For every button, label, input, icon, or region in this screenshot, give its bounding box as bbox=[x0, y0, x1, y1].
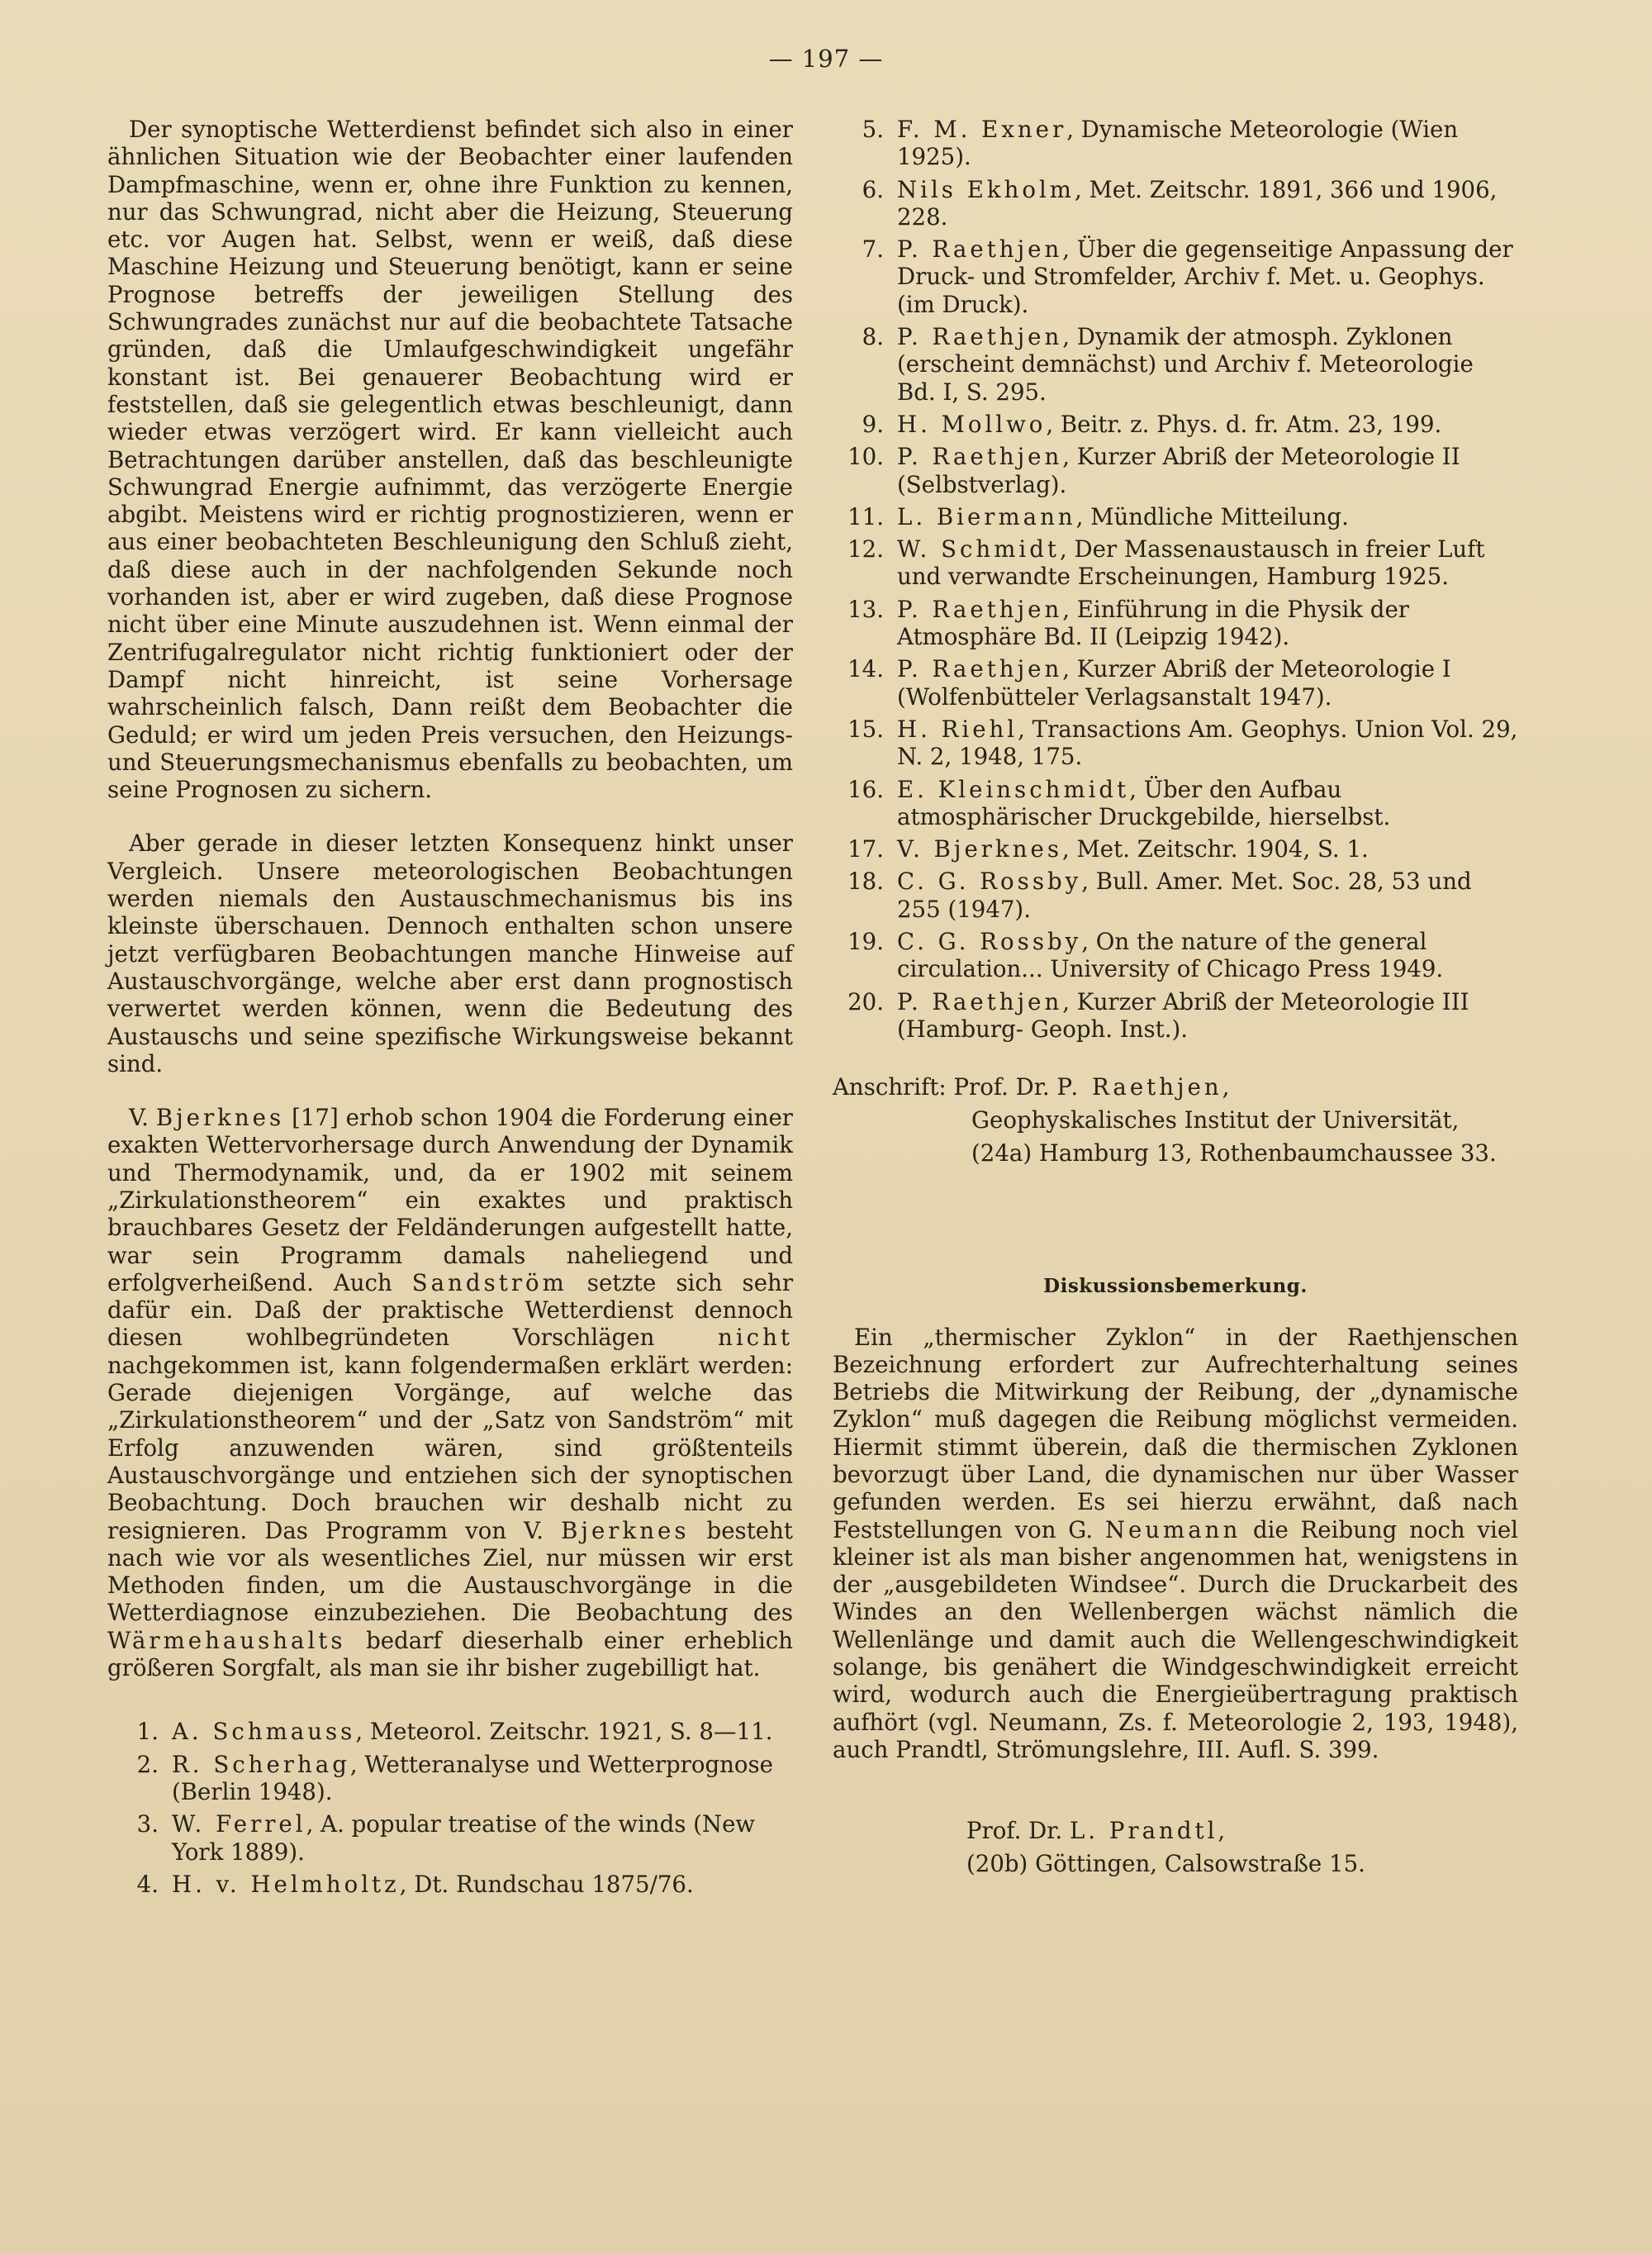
reference-item bbox=[833, 716, 1518, 771]
reference-number: 16. bbox=[847, 775, 884, 803]
reference-author: A. Schmauss bbox=[172, 1718, 356, 1746]
reference-author: P. Raethjen bbox=[897, 655, 1063, 683]
reference-number: 15. bbox=[847, 715, 884, 743]
reference-number: 5. bbox=[862, 116, 884, 143]
reference-rest: , Transactions Am. Geophys. Union Vol. 29, N. 2, 1948, 175. bbox=[897, 715, 1518, 771]
reference-rest: , Bull. Amer. Met. Soc. 28, 53 und 255 (1947). bbox=[897, 868, 1472, 923]
reference-number: 4. bbox=[136, 1870, 159, 1898]
reference-author: P. Raethjen bbox=[897, 323, 1063, 351]
left-column bbox=[107, 116, 793, 1903]
reference-text bbox=[897, 868, 1518, 923]
signature-suffix: , bbox=[1218, 1817, 1226, 1845]
reference-number: 20. bbox=[847, 987, 884, 1015]
reference-author: E. Kleinschmidt bbox=[897, 775, 1130, 803]
reference-text bbox=[897, 835, 1518, 863]
reference-author: F. M. Exner bbox=[897, 116, 1067, 143]
reference-item bbox=[107, 1871, 793, 1898]
reference-number: 6. bbox=[862, 175, 884, 203]
signature-line-2: (20b) Göttingen, Calsowstraße 15. bbox=[966, 1850, 1365, 1878]
reference-number: 14. bbox=[847, 655, 884, 683]
reference-text bbox=[172, 1718, 793, 1745]
reference-list-left bbox=[107, 1718, 793, 1898]
reference-text bbox=[897, 323, 1518, 406]
reference-author: L. Biermann bbox=[897, 502, 1076, 530]
reference-item bbox=[833, 928, 1518, 983]
reference-author: W. Schmidt bbox=[897, 535, 1060, 564]
reference-author: C. G. Rossby bbox=[897, 868, 1082, 896]
reference-number: 2. bbox=[136, 1750, 159, 1778]
reference-rest: , Der Massenaustausch in freier Luft und verwandte Erscheinungen, Hamburg 1925. bbox=[897, 535, 1485, 591]
reference-author: P. Raethjen bbox=[897, 235, 1063, 264]
reference-item bbox=[833, 503, 1518, 530]
address-suffix: , bbox=[1222, 1073, 1230, 1101]
emphasis: nicht bbox=[718, 1324, 793, 1352]
text-run: V. bbox=[129, 1104, 156, 1132]
reference-rest: , Kurzer Abriß der Meteorologie I (Wolfenbütteler Verlagsanstalt 1947). bbox=[897, 655, 1451, 711]
reference-item bbox=[833, 835, 1518, 863]
reference-number: 17. bbox=[847, 835, 884, 863]
reference-item bbox=[107, 1751, 793, 1806]
reference-text bbox=[897, 596, 1518, 651]
reference-text bbox=[172, 1871, 793, 1898]
signature-name: L. Prandtl bbox=[1069, 1817, 1218, 1845]
text-run: [17] erhob schon 1904 die Forderung einer exakten Wettervorhersage durch Anwendung der Dynamik und Thermodynamik, und, da er 1902 mit seinem „Zirkulationstheorem“ ein exaktes und praktisch brauchbares Gesetz der Feldänderungen aufgestellt hatte, war sein Programm damals naheliegend und erfolgverheißend. Auch bbox=[107, 1104, 793, 1296]
reference-item bbox=[833, 176, 1518, 231]
reference-number: 18. bbox=[847, 868, 884, 896]
reference-text bbox=[897, 176, 1518, 231]
paragraph-2: Aber gerade in dieser letzten Konsequenz hinkt unser Vergleich. Unsere meteorologischen Beobachtungen werden niemals den Austauschmechanismus bis ins kleinste überschauen. Dennoch enthalten schon unsere jetzt verfügbaren Beobachtungen manche Hinweise auf Austauschvorgänge, welche aber erst dann prognostisch verwertet werden können, wenn die Bedeutung des Austauschs und seine spezifische Wirkungsweise bekannt sind. bbox=[107, 830, 793, 1077]
reference-author: P. Raethjen bbox=[897, 443, 1063, 471]
reference-item bbox=[833, 411, 1518, 438]
reference-rest: , On the nature of the general circulation... University of Chicago Press 1949. bbox=[897, 928, 1444, 983]
reference-text bbox=[897, 535, 1518, 591]
reference-item bbox=[107, 1810, 793, 1866]
reference-text bbox=[172, 1751, 793, 1806]
reference-rest: , Met. Zeitschr. 1904, S. 1. bbox=[1061, 835, 1369, 863]
reference-author: P. Raethjen bbox=[897, 595, 1063, 623]
reference-item bbox=[833, 868, 1518, 923]
reference-item bbox=[833, 116, 1518, 171]
reference-item bbox=[833, 596, 1518, 651]
reference-author: H. Mollwo bbox=[897, 410, 1047, 438]
author-address bbox=[833, 1071, 1518, 1170]
author-name: Bjerknes bbox=[561, 1516, 690, 1544]
paragraph-1: Der synoptische Wetterdienst befindet sich also in einer ähnlichen Situation wie der Beobachter einer laufenden Dampfmaschine, wenn er, ohne ihre Funktion zu kennen, nur das Schwungrad, nicht aber die Heizung, Steuerung etc. vor Augen hat. Selbst, wenn er weiß, daß diese Maschine Heizung und Steuerung benötigt, kann er seine Prognose betreffs der jeweiligen Stellung des Schwungrades zunächst nur auf die beobachtete Tatsache gründen, daß die Umlaufgeschwindigkeit ungefähr konstant ist. Bei genauerer Beobachtung wird er feststellen, daß sie gelegentlich etwas beschleunigt, dann wieder etwas verzögert wird. Er kann vielleicht auch Betrachtungen darüber anstellen, daß das beschleunigte Schwungrad Energie aufnimmt, das verzögerte Energie abgibt. Meistens wird er richtig prognostizieren, wenn er aus einer beobachteten Beschleunigung den Schluß zieht, daß diese auch in der nachfolgenden Sekunde noch vorhanden ist, aber er wird zugeben, daß diese Prognose nicht über eine Minute auszudehnen ist. Wenn einmal der Zentrifugalregulator nicht richtig funktioniert oder der Dampf nicht hinreicht, ist seine Vorhersage wahrscheinlich falsch, Dann reißt dem Beobachter die Geduld; er wird um jeden Preis versuchen, den Heizungs- und Steuerungsmechanismus ebenfalls zu beobachten, um seine Prognosen zu sichern. bbox=[107, 116, 793, 804]
reference-number: 1. bbox=[136, 1718, 159, 1746]
author-name: Sandström bbox=[411, 1268, 567, 1296]
reference-text bbox=[897, 716, 1518, 771]
reference-text bbox=[897, 116, 1518, 171]
reference-item bbox=[833, 235, 1518, 318]
reference-rest: , Über den Aufbau atmosphärischer Druckgebilde, hierselbst. bbox=[897, 775, 1391, 830]
reference-number: 10. bbox=[847, 443, 884, 471]
reference-item bbox=[107, 1718, 793, 1745]
reference-number: 8. bbox=[862, 323, 884, 351]
right-column bbox=[833, 116, 1518, 1881]
reference-rest: , Kurzer Abriß der Meteorologie II (Selbstverlag). bbox=[897, 443, 1460, 498]
reference-text bbox=[897, 503, 1518, 530]
reference-text bbox=[897, 411, 1518, 438]
text-run: die Reibung noch viel kleiner ist als man bisher angenommen hat, wenigstens in der „ausgebildeten Windsee“. Durch die Druckarbeit des Windes an den Wellenbergen wächst nämlich die Wellenlänge und damit auch die Wellengeschwindigkeit solange, bis genähert die Windgeschwindigkeit erreicht wird, wodurch auch die Energieübertragung praktisch aufhört (vgl. Neumann, Zs. f. Meteorologie 2, 193, 1948), auch Prandtl, Strömungslehre, III. Aufl. S. 399. bbox=[833, 1515, 1519, 1763]
reference-rest: , Meteorol. Zeitschr. 1921, S. 8—11. bbox=[355, 1718, 773, 1746]
text-run: Ein „thermischer Zyklon“ in der Raethjenschen Bezeichnung erfordert zur Aufrechterhaltung seines Betriebs die Mitwirkung der Reibung, der „dynamische Zyklon“ muß dagegen die Reibung möglichst vermeiden. Hiermit stimmt überein, daß die thermischen Zyklonen bevorzugt über Land, die dynamischen nur über Wasser gefunden werden. Es sei hierzu erwähnt, daß nach Feststellungen von G. bbox=[833, 1323, 1518, 1543]
reference-rest: , Einführung in die Physik der Atmosphäre Bd. II (Leipzig 1942). bbox=[897, 595, 1409, 651]
reference-author: V. Bjerknes bbox=[897, 835, 1062, 863]
address-name: P. Raethjen bbox=[1056, 1073, 1222, 1101]
reference-author: C. G. Rossby bbox=[897, 928, 1082, 956]
reference-rest: , Dt. Rundschau 1875/76. bbox=[399, 1870, 694, 1898]
reference-text bbox=[897, 776, 1518, 831]
reference-rest: , Beitr. z. Phys. d. fr. Atm. 23, 199. bbox=[1046, 410, 1442, 438]
text-run: besteht nach wie vor als wesentliches Ziel, nur müssen wir erst Methoden finden, um die Austauschvorgänge in die Wetterdiagnose einzubeziehen. Die Beobachtung des bbox=[107, 1516, 793, 1627]
reference-item bbox=[833, 443, 1518, 498]
reference-number: 7. bbox=[862, 235, 884, 264]
reference-item bbox=[833, 988, 1518, 1044]
reference-rest: , Kurzer Abriß der Meteorologie III (Hamburg- Geoph. Inst.). bbox=[897, 987, 1469, 1043]
reference-item bbox=[833, 323, 1518, 406]
reference-author: H. Riehl bbox=[897, 715, 1018, 743]
reference-rest: , Dynamische Meteorologie (Wien 1925). bbox=[897, 116, 1459, 171]
signature-prefix: Prof. Dr. bbox=[966, 1817, 1070, 1845]
emphasis: Wärmehaushalts bbox=[107, 1626, 346, 1654]
text-run: nachgekommen ist, kann folgendermaßen erklärt werden: Gerade diejenigen Vorgänge, auf welche das „Zirkulationstheorem“ und der „Satz von Sandström“ mit Erfolg anzuwenden wären, sind größtenteils Austauschvorgänge und entziehen sich der synoptischen Beobachtung. Doch brauchen wir deshalb nicht zu resignieren. Das Programm von V. bbox=[107, 1351, 793, 1544]
reference-item bbox=[833, 776, 1518, 831]
author-name: Bjerknes bbox=[155, 1104, 285, 1132]
reference-text bbox=[897, 235, 1518, 318]
discussion-paragraph bbox=[833, 1324, 1518, 1764]
reference-rest: , Wetteranalyse und Wetterprognose (Berlin 1948). bbox=[172, 1750, 774, 1805]
address-line-1 bbox=[833, 1071, 1518, 1104]
reference-text bbox=[897, 655, 1518, 711]
reference-rest: , A. popular treatise of the winds (New York 1889). bbox=[172, 1810, 756, 1866]
address-line-3: (24a) Hamburg 13, Rothenbaumchaussee 33. bbox=[971, 1139, 1497, 1167]
reference-number: 3. bbox=[136, 1810, 159, 1838]
reference-author: W. Ferrel bbox=[172, 1810, 306, 1838]
paragraph-3 bbox=[107, 1104, 793, 1681]
reference-author: P. Raethjen bbox=[897, 987, 1063, 1015]
signature bbox=[833, 1814, 1518, 1881]
text-run: setzte sich sehr dafür ein. Daß der praktische Wetterdienst dennoch diesen wohlbegründeten Vorschlägen bbox=[107, 1268, 794, 1352]
page-number: — 197 — bbox=[768, 45, 884, 73]
reference-rest: , Met. Zeitschr. 1891, 366 und 1906, 228. bbox=[897, 175, 1498, 231]
reference-text bbox=[172, 1810, 793, 1866]
author-name: Neumann bbox=[1104, 1515, 1241, 1543]
signature-line-1 bbox=[966, 1814, 1518, 1847]
reference-text bbox=[897, 443, 1518, 498]
reference-text bbox=[897, 928, 1518, 983]
reference-number: 9. bbox=[862, 410, 884, 438]
reference-rest: , Mündliche Mitteilung. bbox=[1075, 502, 1349, 530]
reference-number: 11. bbox=[847, 502, 884, 530]
reference-number: 19. bbox=[847, 928, 884, 956]
address-line-2: Geophyskalisches Institut der Universität, bbox=[971, 1106, 1460, 1134]
reference-rest: , Dynamik der atmosph. Zyklonen (erscheint demnächst) und Archiv f. Meteorologie Bd. I, S. 295. bbox=[897, 323, 1474, 406]
reference-rest: , Über die gegenseitige Anpassung der Druck- und Stromfelder, Archiv f. Met. u. Geophys. (im Druck). bbox=[897, 235, 1513, 318]
discussion-heading: Diskussionsbemerkung. bbox=[1043, 1275, 1308, 1298]
reference-list-right bbox=[833, 116, 1518, 1043]
text-run: bedarf dieserhalb einer erheblich größeren Sorgfalt, als man sie ihr bisher zugebilligt hat. bbox=[107, 1626, 793, 1682]
reference-number: 12. bbox=[847, 535, 884, 564]
address-label: Anschrift: Prof. Dr. bbox=[833, 1073, 1057, 1101]
reference-author: Nils Ekholm bbox=[897, 175, 1075, 203]
reference-item bbox=[833, 655, 1518, 711]
reference-author: H. v. Helmholtz bbox=[172, 1870, 400, 1898]
reference-number: 13. bbox=[847, 595, 884, 623]
reference-item bbox=[833, 535, 1518, 591]
reference-author: R. Scherhag bbox=[172, 1750, 350, 1778]
reference-text bbox=[897, 988, 1518, 1044]
